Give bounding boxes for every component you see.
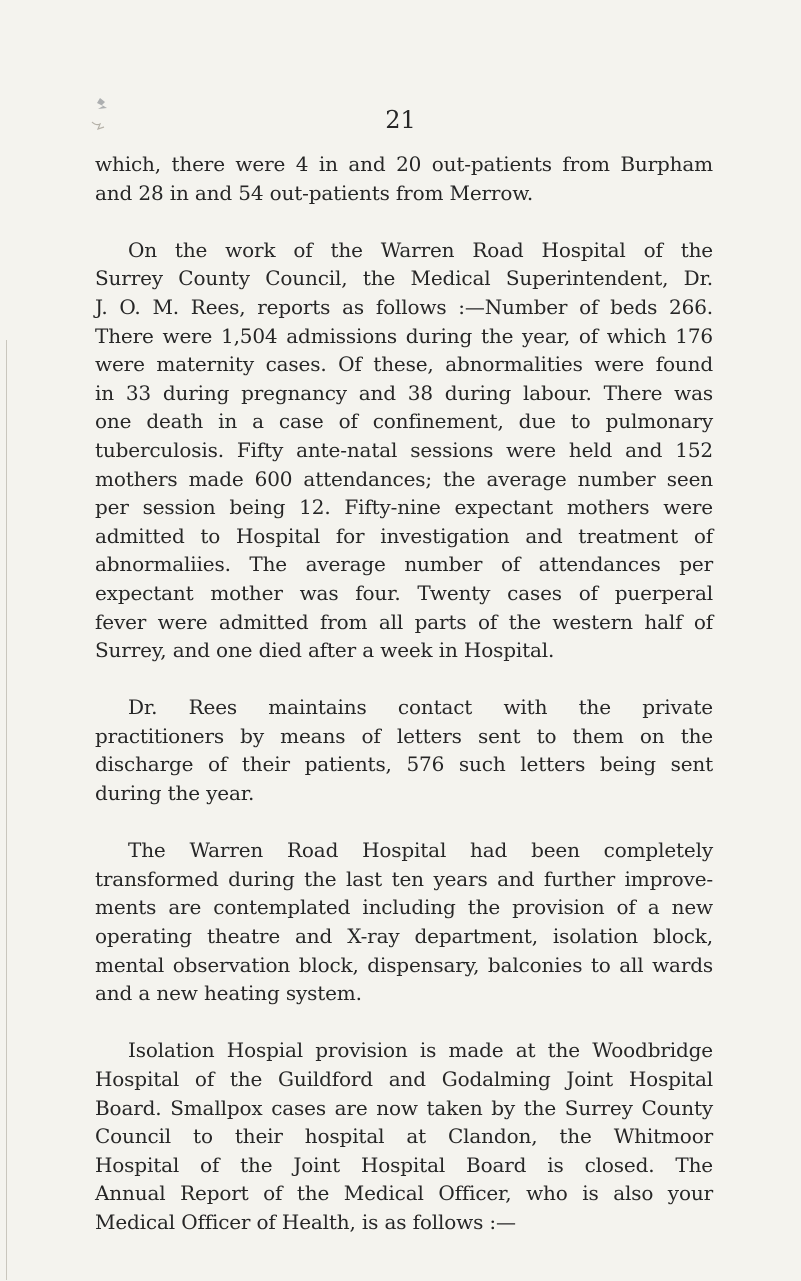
text-line: during the year. — [95, 781, 255, 806]
paragraph-burpham-merrow — [95, 150, 713, 207]
text-line: operating theatre and X-ray department, isolation block, — [95, 924, 713, 949]
text-line: discharge of their patients, 576 such letters being sent — [95, 752, 713, 777]
text-line: Hospital of the Guildford and Godalming Joint Hospital — [95, 1067, 713, 1091]
paragraph-isolation-hospital — [95, 1036, 713, 1236]
text-line: There were 1,504 admissions during the year, of which 176 — [95, 323, 713, 348]
paragraph-dr-rees-contact — [95, 693, 713, 807]
text-line: fever were admitted from all parts of the western half of — [95, 609, 713, 634]
text-line: and 28 in and 54 out-patients from Merrow. — [95, 180, 534, 205]
text-line: Board. Smallpox cases are now taken by the Surrey County — [95, 1095, 713, 1120]
page-edge-line — [6, 340, 7, 1280]
text-line: transformed during the last ten years and further improve- — [95, 866, 713, 891]
paragraph-warren-road-report — [95, 236, 713, 665]
text-line: mothers made 600 attendances; the average number seen — [95, 466, 713, 491]
text-line: Dr. Rees maintains contact with the private — [128, 695, 713, 720]
paragraph-hospital-improvements — [95, 836, 713, 1008]
text-line: Surrey County Council, the Medical Superintendent, Dr. — [95, 266, 713, 291]
text-line: per session being 12. Fifty-nine expectant mothers were — [95, 495, 713, 520]
text-line: abnormaliies. The average number of attendances per — [95, 552, 713, 577]
page-number: 21 — [385, 106, 416, 134]
text-line: admitted to Hospital for investigation and treatment of — [95, 523, 713, 548]
text-line: Isolation Hospial provision is made at the Woodbridge — [128, 1038, 713, 1063]
text-line: J. O. M. Rees, reports as follows :—Number of beds 266. — [95, 294, 713, 319]
text-line: and a new heating system. — [95, 981, 362, 1006]
text-line: expectant mother was four. Twenty cases of puerperal — [95, 580, 713, 605]
text-line: mental observation block, dispensary, balconies to all wards — [95, 952, 713, 977]
text-line: Council to their hospital at Clandon, the Whitmoor — [95, 1124, 713, 1149]
text-line: practitioners by means of letters sent to them on the — [95, 723, 713, 748]
text-line: Medical Officer of Health, is as follows :— — [95, 1209, 516, 1234]
text-line: Hospital of the Joint Hospital Board is closed. The — [95, 1152, 713, 1177]
text-line: Annual Report of the Medical Officer, who is also your — [95, 1181, 713, 1206]
text-line: one death in a case of confinement, due to pulmonary — [95, 409, 713, 434]
text-line: On the work of the Warren Road Hospital of the — [128, 237, 713, 262]
text-line: which, there were 4 in and 20 out-patients from Burpham — [95, 152, 713, 176]
text-line: ments are contemplated including the provision of a new — [95, 895, 713, 920]
text-line: in 33 during pregnancy and 38 during labour. There was — [95, 380, 713, 405]
body-text — [95, 150, 713, 1265]
text-line: tuberculosis. Fifty ante-natal sessions were held and 152 — [95, 437, 713, 462]
text-line: were maternity cases. Of these, abnormalities were found — [95, 352, 713, 377]
text-line: The Warren Road Hospital had been completely — [128, 838, 713, 863]
text-line: Surrey, and one died after a week in Hospital. — [95, 638, 555, 663]
